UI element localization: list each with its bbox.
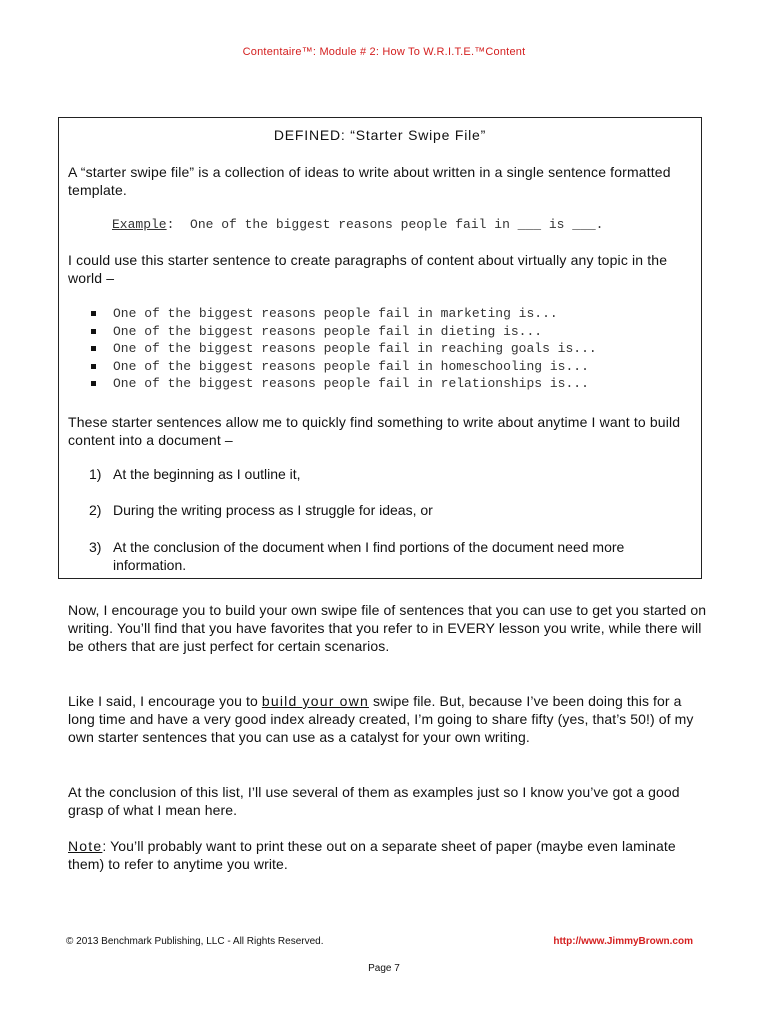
build-your-own-emphasis: build your own: [261, 693, 369, 709]
list-item: One of the biggest reasons people fail in dieting is...: [89, 324, 597, 342]
page-header: Contentaire™: Module # 2: How To W.R.I.T.E.™Content: [242, 46, 526, 58]
list-item: One of the biggest reasons people fail in relationships is...: [89, 376, 597, 394]
copyright-notice: © 2013 Benchmark Publishing, LLC - All Rights Reserved.: [66, 936, 324, 947]
definition-intro: A “starter swipe file” is a collection of ideas to write about written in a single sentence formatted template.: [68, 164, 671, 198]
body-paragraph-1: Now, I encourage you to build your own swipe file of sentences that you can use to get you started on writing. You’ll find that you have favorites that you refer to in EVERY lesson you write, while there will be others that are just perfect for certain scenarios.: [68, 602, 707, 655]
box-title: DEFINED: “Starter Swipe File”: [273, 127, 487, 143]
list-item: One of the biggest reasons people fail in reaching goals is...: [89, 341, 597, 359]
note-label: Note: [68, 838, 103, 854]
list-item: One of the biggest reasons people fail in homeschooling is...: [89, 359, 597, 377]
list-item: One of the biggest reasons people fail in marketing is...: [89, 306, 597, 324]
body-paragraph-3: At the conclusion of this list, I’ll use several of them as examples just so I know you’ve got a good grasp of what I mean here.: [68, 784, 680, 819]
example-line: [112, 217, 603, 232]
body-paragraph-2: Like I said, I encourage you to build your own swipe file. But, because I’ve been doing this for a long time and have a very good index already created, I’m going to share fifty (yes, that’s 50!) of my own starter sentences that you can use as a catalyst for your own writing.: [68, 693, 694, 746]
example-label: Example: [112, 217, 167, 232]
definition-box: DEFINED: “Starter Swipe File” A “starter swipe file” is a collection of ideas to write about written in a single sentence formatted template. Example: One of the biggest reasons people fail in ___ is ___. I could use this starter sentence to create paragraphs of content about virtually any topic in the world – One of the biggest reasons people fail in marketing is... One of the biggest reasons people fail in dieting is... One of the biggest reasons people fail in reaching goals is... One of the biggest reasons people fail in homeschooling is... One of the biggest reasons people fail in relationships is... These starter sentences allow me to quickly find something to write about anytime I want to build content into a document – 1) At the beginning as I outline it, 2) During the writing process as I struggle for ideas, or 3) At the conclusion of the document when I find portions of the document need more information.: [58, 117, 702, 579]
bullet-square-icon: [91, 346, 96, 351]
bullet-square-icon: [91, 329, 96, 334]
allow-text: These starter sentences allow me to quickly find something to write about anytime I want to build content into a document –: [68, 414, 681, 448]
example-bullet-list: [89, 306, 597, 394]
bullet-square-icon: [91, 381, 96, 386]
note-paragraph: Note: You’ll probably want to print these out on a separate sheet of paper (maybe even laminate them) to refer to anytime you write.: [68, 838, 676, 873]
website-link[interactable]: http://www.JimmyBrown.com: [553, 936, 693, 947]
bullet-square-icon: [91, 364, 96, 369]
bullet-square-icon: [91, 311, 96, 316]
example-text: : One of the biggest reasons people fail in ___ is ___.: [166, 217, 604, 232]
usage-text: I could use this starter sentence to create paragraphs of content about virtually any topic in the world –: [68, 252, 668, 286]
page-number: Page 7: [368, 963, 400, 974]
